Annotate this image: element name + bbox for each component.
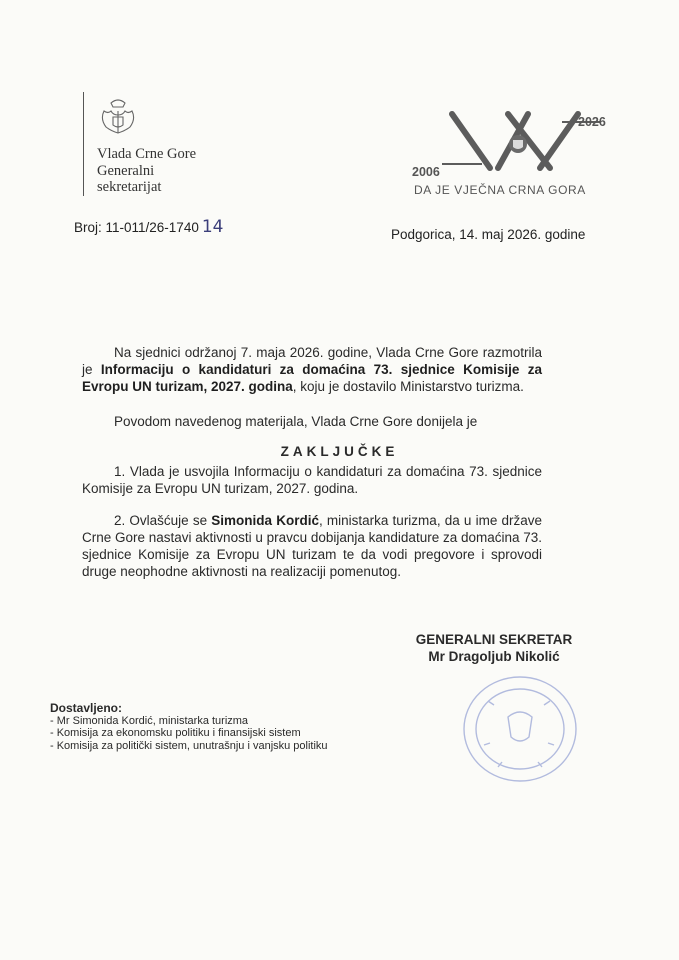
logo-year-right: 2026 [578, 115, 606, 129]
institution-name [97, 146, 196, 196]
institution-line-3: sekretarijat [97, 179, 162, 195]
conclusions-heading: ZAKLJUČKE [280, 444, 399, 459]
intro-paragraph-2 [82, 413, 542, 430]
signature-block [380, 631, 608, 665]
official-stamp-icon [458, 671, 582, 787]
institution-line-2: Generalni [97, 162, 155, 179]
handwritten-number: 14 [201, 217, 224, 237]
logo-slogan: DA JE VJEČNA CRNA GORA [414, 183, 586, 197]
document-number-text: Broj: 11-011/26-1740 [74, 220, 199, 235]
intro-text-bold: Informaciju o kandidaturi za domaćina 73. sjednice Komisije za Evropu UN turizam, 2027. godina [82, 362, 542, 394]
delivered-heading: Dostavljeno: [50, 701, 123, 715]
conclusion-2-post: , ministarka turizma, da u ime države Crne Gore nastavi aktivnosti u pravcu dobijanja kandidature za domaćina 73. sjednice Komisije za Evropu UN turizam te da vodi pregovore i sprovodi druge neophodne aktivnosti na realizaciji pomenutog. [82, 513, 543, 579]
delivered-item: - Mr Simonida Kordić, ministarka turizma [50, 714, 249, 727]
conclusion-1-text: 1. Vlada je usvojila Informaciju o kandidaturi za domaćina 73. sjednice Komisije za Evropu UN turizam, 2027. godina. [82, 464, 542, 496]
delivered-item: - Komisija za politički sistem, unutrašnju i vanjsku politiku [50, 739, 328, 752]
conclusion-item-2 [82, 512, 542, 580]
header-divider [83, 92, 84, 196]
delivered-list [50, 702, 328, 752]
anniversary-logo [412, 104, 618, 200]
conclusion-item-1 [82, 463, 542, 497]
delivered-item: - Komisija za ekonomsku politiku i finansijski sistem [50, 727, 301, 739]
signature-title: GENERALNI SEKRETAR [415, 632, 573, 647]
logo-crest-icon [509, 135, 527, 153]
place-date: Podgorica, 14. maj 2026. godine [391, 227, 586, 242]
coat-of-arms-icon [95, 95, 141, 141]
intro-decision-text: Povodom navedenog materijala, Vlada Crne Gore donijela je [114, 414, 478, 429]
document-number [74, 217, 223, 237]
conclusion-2-pre: 2. Ovlašćuje se [114, 513, 212, 528]
institution-line-1: Vlada Crne Gore [97, 146, 197, 162]
intro-paragraph [82, 344, 542, 395]
intro-text-post: , koju je dostavilo Ministarstvo turizma. [292, 379, 524, 394]
intro-text-pre: Na sjednici održanoj 7. maja 2026. godine, Vlada Crne Gore razmotrila je [82, 345, 542, 377]
signature-name: Mr Dragoljub Nikolić [428, 649, 560, 664]
conclusion-2-bold: Simonida Kordić [211, 513, 319, 528]
logo-year-left: 2006 [412, 165, 440, 179]
